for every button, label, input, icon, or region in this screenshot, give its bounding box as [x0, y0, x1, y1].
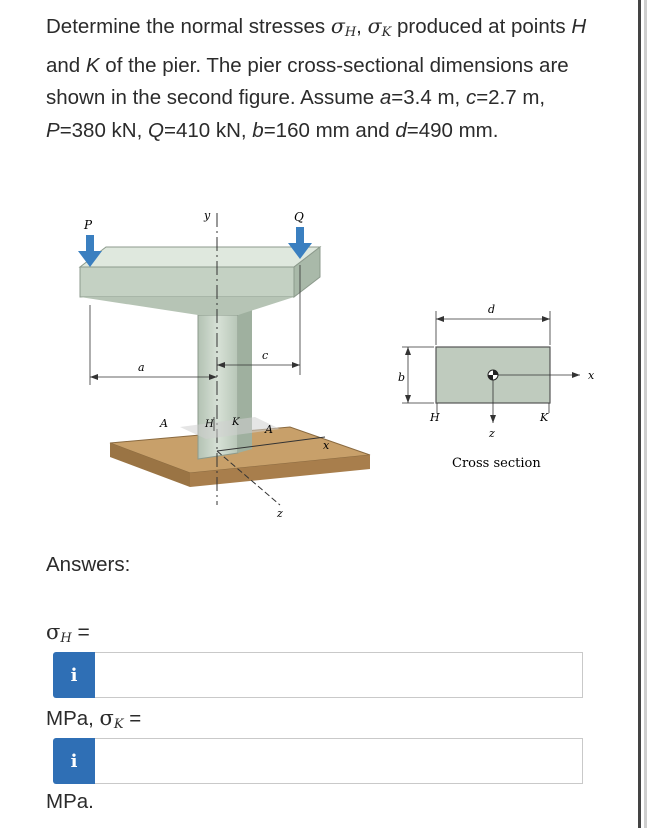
problem-statement: Determine the normal stresses $\sigma_H$, $\sigma_K$ produced at points H and K of the pier. The pier cross-sectional dimensions are shown in the second figure. Assume a=3.4 m, c=2.7 m, P=380 kN, Q=410 kN, b=160 mm and d=490 mm. [46, 14, 587, 142]
sigma-H-input[interactable] [95, 652, 583, 698]
unit-label-mpa: MPa. [46, 790, 94, 813]
pier-cap [80, 247, 320, 315]
answer-row-sigma-H [53, 652, 583, 698]
z-axis-label: z [277, 507, 283, 520]
svg-text:c: c [262, 349, 269, 362]
cs-H-label: H [430, 411, 440, 424]
section-label-left: A [160, 417, 168, 430]
dimension-b-label: b [398, 371, 406, 384]
answers-heading: Answers: [46, 553, 131, 576]
cs-x-label: x [588, 369, 595, 382]
info-icon[interactable]: i [53, 738, 95, 784]
dimension-d-label: d [488, 303, 496, 316]
point-H-label: H [205, 419, 214, 430]
sigma-K-label: MPa, $\sigma_K$ = [46, 706, 142, 732]
sigma-K-input[interactable] [95, 738, 583, 784]
answer-row-sigma-K [53, 738, 583, 784]
cs-K-label: K [540, 411, 549, 424]
svg-text:P: P [84, 218, 93, 232]
sigma-H-label: $\sigma_H$ = [46, 620, 90, 646]
x-axis-label: x [323, 439, 330, 452]
cross-section-figure [398, 303, 595, 471]
svg-text:a: a [138, 361, 145, 374]
y-axis-label: y [204, 209, 211, 222]
section-label-right: A [265, 423, 273, 436]
info-icon[interactable]: i [53, 652, 95, 698]
cross-section-caption: Cross section [452, 456, 541, 471]
point-K-label: K [232, 417, 240, 428]
pier-figures [40, 205, 620, 535]
svg-text:Q: Q [294, 210, 304, 224]
cs-z-label: z [489, 427, 495, 440]
